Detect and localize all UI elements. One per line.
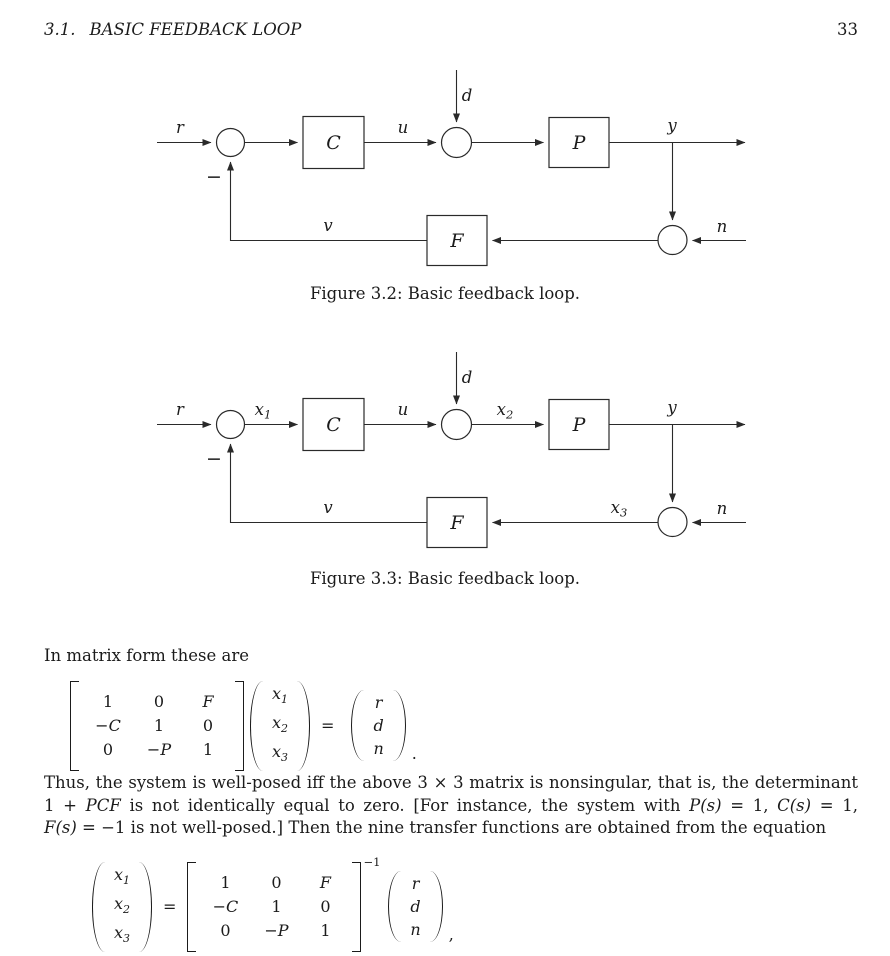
minus-sign: − — [206, 448, 222, 470]
label-block-C: C — [326, 414, 341, 436]
label-block-P: P — [572, 132, 586, 154]
label-y: y — [667, 116, 677, 135]
label-d: d — [461, 368, 473, 387]
paragraph-line-3: F(s) = −1 is not well-posed.] Then the nine transfer functions are obtained from the equation — [44, 818, 827, 838]
coefficient-matrix: 1 0 F −C 1 0 0 −P 1 — [212, 873, 331, 941]
label-v: v — [323, 216, 333, 235]
summing-junction-1 — [217, 411, 245, 439]
right-paren — [297, 681, 310, 771]
label-n: n — [716, 499, 728, 518]
right-paren — [430, 871, 443, 942]
section-number: 3.1. — [44, 20, 76, 39]
minus-sign: − — [206, 166, 222, 188]
inverse-exponent: −1 — [363, 855, 381, 869]
figure-3-3-diagram — [0, 282, 890, 594]
matrix-equation-2 — [92, 855, 454, 952]
label-u: u — [397, 400, 409, 419]
label-block-F: F — [450, 230, 464, 252]
left-paren — [250, 681, 263, 771]
right-square-bracket — [352, 862, 361, 952]
summing-junction-2 — [442, 128, 472, 158]
summing-junction-2 — [442, 410, 472, 440]
body-paragraph — [44, 772, 858, 840]
summing-junction-3 — [658, 226, 687, 255]
section-title: BASIC FEEDBACK LOOP — [89, 20, 302, 39]
page-number: 33 — [837, 20, 858, 39]
right-square-bracket — [235, 681, 244, 771]
intro-sentence: In matrix form these are — [44, 646, 250, 665]
paragraph-line-1: Thus, the system is well-posed iff the above 3 × 3 matrix is nonsingular, that is, the determinant — [44, 773, 858, 792]
left-paren — [92, 862, 105, 952]
label-block-C: C — [326, 132, 341, 154]
paragraph-line-2: 1 + PCF is not identically equal to zero. [For instance, the system with P(s) = 1, C(s) = 1, — [44, 795, 858, 815]
equals-sign: = — [321, 716, 335, 736]
label-y: y — [667, 398, 677, 417]
input-vector: r d n — [388, 871, 442, 942]
summing-junction-1 — [217, 129, 245, 157]
label-block-F: F — [450, 512, 464, 534]
label-x1: $x_1$ — [254, 400, 272, 422]
right-paren — [393, 690, 406, 761]
left-square-bracket — [187, 862, 196, 952]
state-vector: $x_1$ $x_2$ $x_3$ — [250, 681, 310, 771]
figure-3-2-diagram — [0, 0, 890, 312]
label-x2: $x_2$ — [496, 400, 514, 422]
matrix-equation-1 — [70, 681, 417, 771]
left-paren — [388, 871, 401, 942]
label-r: r — [176, 118, 184, 137]
label-block-P: P — [572, 414, 586, 436]
label-r: r — [176, 400, 184, 419]
left-square-bracket — [70, 681, 79, 771]
label-d: d — [461, 86, 473, 105]
label-x3: $x_3$ — [610, 498, 628, 520]
input-vector: r d n — [351, 690, 405, 761]
equation-comma: , — [448, 924, 454, 944]
figure-3-2-caption: Figure 3.2: Basic feedback loop. — [309, 284, 581, 303]
label-v: v — [323, 498, 333, 517]
label-n: n — [716, 217, 728, 236]
right-paren — [139, 862, 152, 952]
summing-junction-3 — [658, 508, 687, 537]
left-paren — [351, 690, 364, 761]
figure-3-3-caption: Figure 3.3: Basic feedback loop. — [309, 569, 581, 588]
equals-sign: = — [163, 897, 177, 917]
equation-period: . — [411, 743, 417, 763]
coefficient-matrix: 1 0 F −C 1 0 0 −P 1 — [95, 692, 214, 760]
label-u: u — [397, 118, 409, 137]
state-vector: $x_1$ $x_2$ $x_3$ — [92, 862, 152, 952]
